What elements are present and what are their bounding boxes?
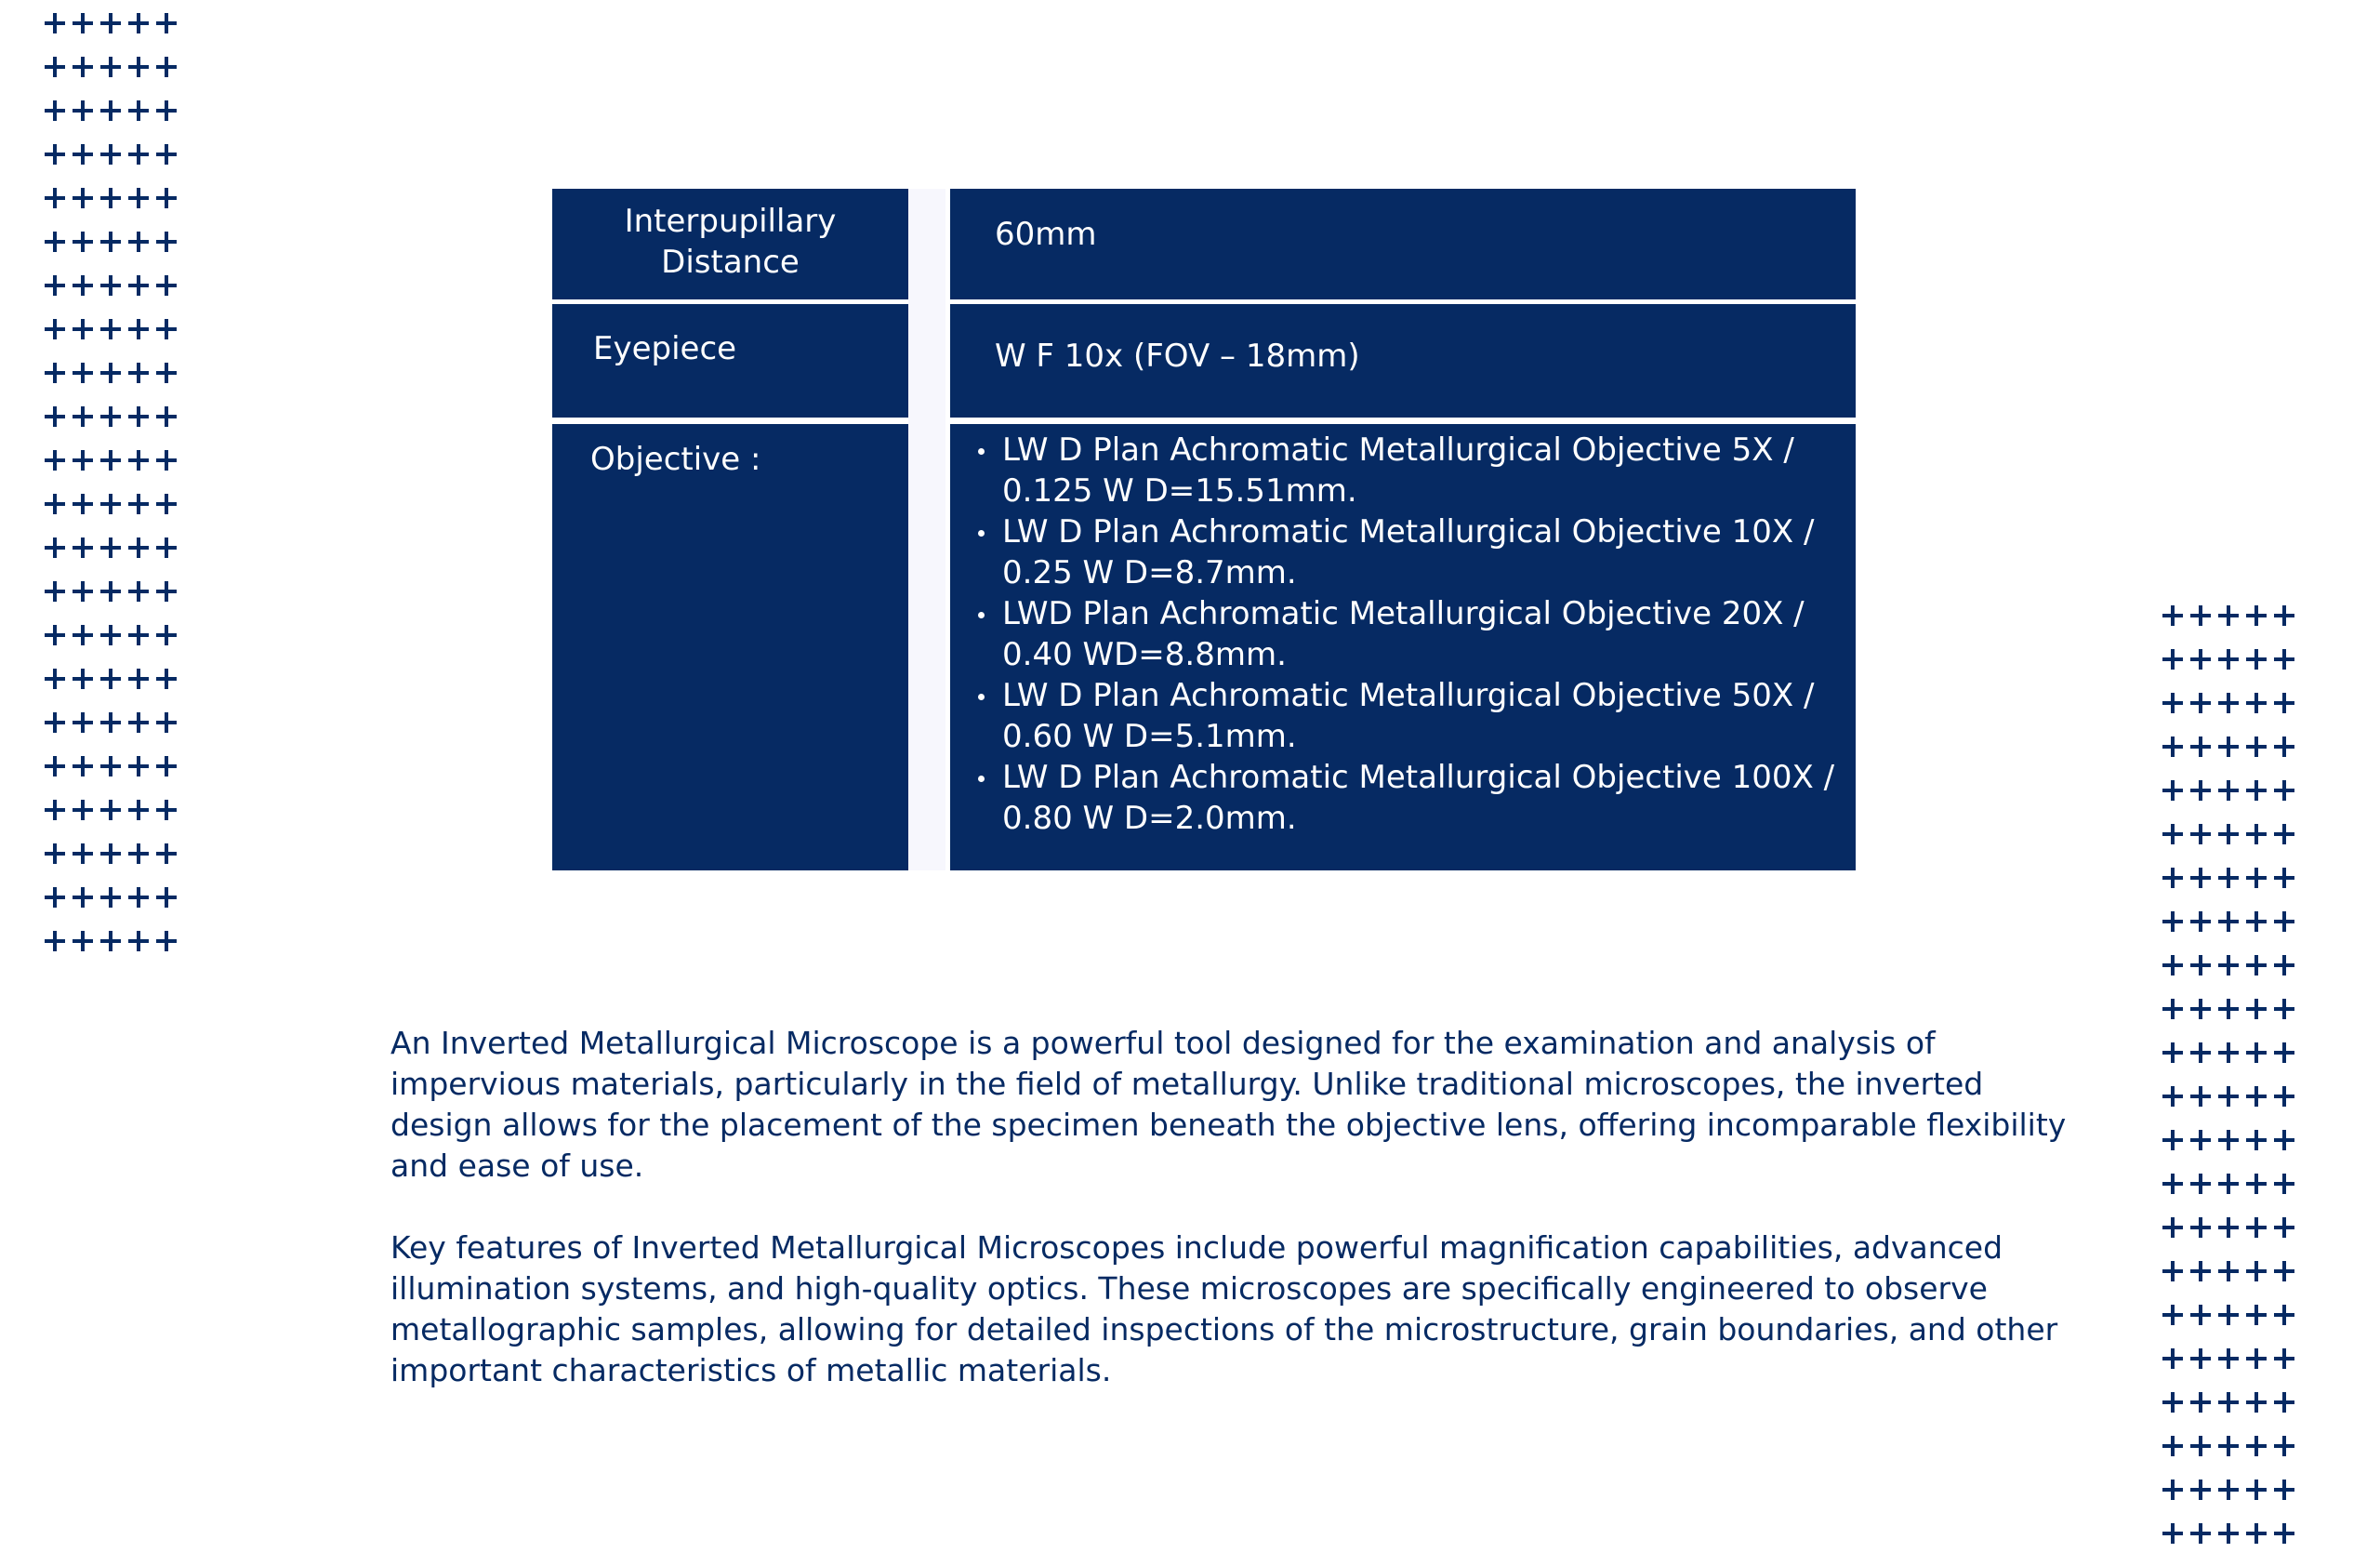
plus-icon — [73, 188, 93, 208]
plus-icon — [2218, 1130, 2239, 1150]
plus-icon — [156, 13, 177, 33]
plus-icon — [2218, 1174, 2239, 1194]
plus-icon — [45, 319, 65, 339]
plus-icon — [156, 450, 177, 471]
plus-icon — [45, 756, 65, 776]
plus-icon — [2246, 955, 2267, 975]
spec-value-text: W F 10x (FOV – 18mm) — [995, 338, 1360, 375]
plus-icon — [2246, 605, 2267, 626]
plus-icon — [73, 232, 93, 252]
spec-label-text: Interpupillary Distance — [624, 203, 837, 281]
plus-icon — [100, 275, 121, 296]
plus-icon — [45, 537, 65, 558]
plus-icon — [73, 625, 93, 645]
plus-icon — [156, 100, 177, 121]
plus-icon — [73, 887, 93, 908]
plus-icon — [156, 843, 177, 864]
plus-icon — [156, 931, 177, 951]
plus-icon — [2190, 1523, 2211, 1544]
plus-icon — [2190, 1086, 2211, 1107]
plus-icon — [73, 712, 93, 733]
plus-icon — [128, 450, 149, 471]
plus-icon — [2162, 649, 2183, 670]
plus-icon — [73, 494, 93, 514]
plus-icon — [2274, 868, 2294, 888]
plus-icon — [2162, 824, 2183, 844]
plus-icon — [45, 625, 65, 645]
plus-icon — [45, 275, 65, 296]
plus-icon — [73, 100, 93, 121]
plus-icon — [156, 494, 177, 514]
plus-icon — [2218, 780, 2239, 801]
plus-icon — [128, 406, 149, 427]
plus-icon — [2218, 605, 2239, 626]
plus-icon — [73, 319, 93, 339]
plus-icon — [2190, 868, 2211, 888]
plus-icon — [128, 887, 149, 908]
plus-icon — [128, 669, 149, 689]
plus-icon — [100, 625, 121, 645]
plus-icon — [128, 581, 149, 602]
plus-icon — [100, 13, 121, 33]
plus-icon — [2218, 693, 2239, 713]
plus-icon — [2246, 1042, 2267, 1063]
plus-icon — [2162, 737, 2183, 757]
plus-icon — [73, 363, 93, 383]
plus-icon — [45, 188, 65, 208]
plus-icon — [2190, 605, 2211, 626]
plus-icon — [45, 144, 65, 165]
plus-icon — [2162, 1305, 2183, 1325]
plus-icon — [2218, 955, 2239, 975]
objective-list — [972, 430, 1856, 839]
plus-icon — [100, 494, 121, 514]
plus-icon — [45, 494, 65, 514]
plus-icon — [2162, 955, 2183, 975]
list-item: LW D Plan Achromatic Metallurgical Objective 50X / 0.60 W D=5.1mm. — [972, 675, 1856, 757]
plus-icon — [128, 100, 149, 121]
spec-label-text: Objective : — [590, 441, 761, 478]
plus-icon — [2190, 1130, 2211, 1150]
plus-icon — [156, 800, 177, 820]
plus-icon — [73, 13, 93, 33]
plus-icon — [45, 406, 65, 427]
plus-icon — [2274, 1086, 2294, 1107]
plus-icon — [2218, 1392, 2239, 1413]
plus-icon — [2274, 1436, 2294, 1456]
spec-value-eyepiece — [950, 304, 1856, 418]
plus-icon — [2190, 1305, 2211, 1325]
plus-icon — [2246, 824, 2267, 844]
list-item: LW D Plan Achromatic Metallurgical Objective 10X / 0.25 W D=8.7mm. — [972, 511, 1856, 593]
spec-label-text: Eyepiece — [593, 330, 737, 367]
plus-icon — [2190, 780, 2211, 801]
plus-icon — [73, 57, 93, 77]
plus-icon — [2190, 824, 2211, 844]
plus-icon — [156, 319, 177, 339]
plus-icon — [2218, 737, 2239, 757]
list-item: LW D Plan Achromatic Metallurgical Objective 5X / 0.125 W D=15.51mm. — [972, 430, 1856, 511]
plus-icon — [100, 756, 121, 776]
plus-icon — [128, 712, 149, 733]
plus-icon — [73, 275, 93, 296]
plus-icon — [156, 712, 177, 733]
plus-icon — [2162, 605, 2183, 626]
plus-icon — [156, 363, 177, 383]
plus-icon — [73, 843, 93, 864]
table-divider — [908, 189, 945, 870]
plus-icon — [2162, 1392, 2183, 1413]
plus-icon — [2274, 824, 2294, 844]
plus-icon — [2190, 1480, 2211, 1500]
spec-label-interpupillary — [552, 189, 908, 299]
plus-icon — [100, 581, 121, 602]
plus-icon — [73, 450, 93, 471]
plus-icon — [2218, 824, 2239, 844]
plus-icon — [73, 800, 93, 820]
plus-icon — [2218, 911, 2239, 932]
plus-icon — [45, 13, 65, 33]
plus-icon — [2190, 1042, 2211, 1063]
plus-icon — [2162, 693, 2183, 713]
plus-icon — [100, 363, 121, 383]
plus-icon — [2246, 1436, 2267, 1456]
plus-icon — [100, 406, 121, 427]
plus-icon — [2246, 1305, 2267, 1325]
plus-icon — [2274, 1042, 2294, 1063]
plus-icon — [100, 843, 121, 864]
plus-icon — [2274, 1392, 2294, 1413]
plus-icon — [128, 319, 149, 339]
plus-icon — [2274, 999, 2294, 1019]
plus-icon — [2218, 1348, 2239, 1369]
plus-icon — [2274, 649, 2294, 670]
plus-icon — [45, 363, 65, 383]
plus-icon — [128, 57, 149, 77]
plus-icon — [2274, 737, 2294, 757]
plus-icon — [2190, 1261, 2211, 1281]
plus-icon — [73, 669, 93, 689]
plus-icon — [45, 887, 65, 908]
plus-icon — [156, 188, 177, 208]
plus-icon — [156, 275, 177, 296]
plus-icon — [45, 581, 65, 602]
plus-icon — [2162, 868, 2183, 888]
plus-icon — [2162, 1523, 2183, 1544]
plus-icon — [156, 406, 177, 427]
plus-icon — [2218, 1086, 2239, 1107]
plus-icon — [100, 931, 121, 951]
plus-icon — [2246, 999, 2267, 1019]
plus-icon — [128, 537, 149, 558]
plus-icon — [128, 800, 149, 820]
plus-icon — [2190, 649, 2211, 670]
plus-icon — [2218, 1261, 2239, 1281]
plus-icon — [2218, 649, 2239, 670]
plus-icon — [156, 57, 177, 77]
plus-icon — [2246, 737, 2267, 757]
plus-icon — [2274, 1523, 2294, 1544]
plus-icon — [2162, 999, 2183, 1019]
plus-icon — [2190, 1348, 2211, 1369]
description-paragraph: An Inverted Metallurgical Microscope is a powerful tool designed for the examination and analysis of impervious materials, particularly in the field of metallurgy. Unlike traditional microscopes, the inverted design allows for the placement of the specimen beneath the objective lens, offering incomparable flexibility and ease of use. — [390, 1025, 2067, 1184]
plus-icon — [2246, 1130, 2267, 1150]
plus-icon — [2274, 1348, 2294, 1369]
plus-icon — [45, 232, 65, 252]
plus-icon — [2246, 1174, 2267, 1194]
plus-icon — [2246, 1261, 2267, 1281]
plus-icon — [45, 712, 65, 733]
plus-icon — [2162, 1436, 2183, 1456]
plus-icon — [2274, 1130, 2294, 1150]
plus-icon — [128, 494, 149, 514]
plus-icon — [45, 843, 65, 864]
plus-icon — [2218, 868, 2239, 888]
plus-icon — [156, 232, 177, 252]
plus-icon — [2218, 999, 2239, 1019]
plus-icon — [2274, 693, 2294, 713]
plus-icon — [2274, 1261, 2294, 1281]
plus-icon — [128, 843, 149, 864]
plus-icon — [128, 144, 149, 165]
plus-icon — [100, 100, 121, 121]
plus-icon — [45, 57, 65, 77]
plus-icon — [100, 57, 121, 77]
plus-icon — [156, 537, 177, 558]
plus-icon — [2162, 1130, 2183, 1150]
plus-icon — [100, 450, 121, 471]
description-paragraph: Key features of Inverted Metallurgical Microscopes include powerful magnification capabilities, advanced illumination systems, and high-quality optics. These microscopes are specifically engineered to observe metallographic samples, allowing for detailed inspections of the microstructure, grain boundaries, and other important characteristics of metallic materials. — [390, 1229, 2058, 1388]
plus-icon — [2274, 605, 2294, 626]
plus-icon — [2218, 1436, 2239, 1456]
plus-icon — [2218, 1042, 2239, 1063]
plus-icon — [128, 625, 149, 645]
description-text — [390, 1023, 2082, 1432]
plus-icon — [156, 756, 177, 776]
plus-icon — [2246, 649, 2267, 670]
plus-icon — [128, 756, 149, 776]
spec-label-eyepiece — [552, 304, 908, 418]
plus-icon — [2162, 1174, 2183, 1194]
spec-value-interpupillary — [950, 189, 1856, 299]
plus-icon — [100, 232, 121, 252]
plus-icon — [2162, 1348, 2183, 1369]
plus-icon — [45, 100, 65, 121]
plus-icon — [128, 188, 149, 208]
plus-icon — [100, 537, 121, 558]
plus-icon — [2274, 780, 2294, 801]
plus-icon — [156, 887, 177, 908]
plus-icon — [2190, 955, 2211, 975]
plus-icon — [2162, 1480, 2183, 1500]
plus-icon — [2246, 1086, 2267, 1107]
plus-icon — [2246, 1523, 2267, 1544]
plus-icon — [2162, 1217, 2183, 1238]
plus-icon — [73, 144, 93, 165]
plus-icon — [2246, 1348, 2267, 1369]
plus-icon — [2162, 1042, 2183, 1063]
plus-icon — [2246, 868, 2267, 888]
plus-icon — [128, 931, 149, 951]
plus-icon — [156, 581, 177, 602]
plus-icon — [100, 144, 121, 165]
plus-icon — [2190, 1174, 2211, 1194]
spec-value-objective — [950, 424, 1856, 870]
plus-icon — [156, 625, 177, 645]
plus-icon — [2246, 780, 2267, 801]
plus-icon — [2190, 737, 2211, 757]
plus-icon — [73, 581, 93, 602]
plus-icon — [2218, 1480, 2239, 1500]
plus-icon — [100, 319, 121, 339]
plus-icon — [2218, 1523, 2239, 1544]
plus-icon — [73, 537, 93, 558]
plus-icon — [73, 931, 93, 951]
plus-icon — [2246, 1392, 2267, 1413]
spec-table — [552, 189, 1856, 870]
plus-icon — [100, 800, 121, 820]
list-item: LWD Plan Achromatic Metallurgical Objective 20X / 0.40 WD=8.8mm. — [972, 593, 1856, 675]
plus-icon — [2190, 1217, 2211, 1238]
plus-icon — [2274, 1480, 2294, 1500]
plus-icon — [2246, 693, 2267, 713]
plus-icon — [2190, 999, 2211, 1019]
plus-icon — [2246, 1480, 2267, 1500]
plus-icon — [45, 669, 65, 689]
plus-icon — [2274, 1217, 2294, 1238]
plus-icon — [100, 188, 121, 208]
plus-icon — [2218, 1217, 2239, 1238]
plus-icon — [100, 887, 121, 908]
plus-icon — [128, 363, 149, 383]
plus-icon — [2274, 955, 2294, 975]
plus-icon — [2190, 911, 2211, 932]
plus-icon — [2274, 1305, 2294, 1325]
plus-icon — [2162, 1086, 2183, 1107]
plus-icon — [2246, 1217, 2267, 1238]
plus-icon — [100, 712, 121, 733]
plus-icon — [2162, 1261, 2183, 1281]
plus-icon — [2274, 1174, 2294, 1194]
plus-icon — [128, 232, 149, 252]
plus-icon — [128, 13, 149, 33]
plus-icon — [2190, 693, 2211, 713]
plus-icon — [156, 144, 177, 165]
plus-icon — [2246, 911, 2267, 932]
list-item: LW D Plan Achromatic Metallurgical Objective 100X / 0.80 W D=2.0mm. — [972, 757, 1856, 839]
plus-icon — [2162, 780, 2183, 801]
plus-icon — [73, 406, 93, 427]
plus-icon — [45, 450, 65, 471]
plus-icon — [100, 669, 121, 689]
plus-icon — [2190, 1392, 2211, 1413]
plus-icon — [2162, 911, 2183, 932]
spec-label-objective — [552, 424, 908, 870]
plus-icon — [156, 669, 177, 689]
plus-icon — [45, 800, 65, 820]
plus-icon — [2274, 911, 2294, 932]
plus-icon — [2218, 1305, 2239, 1325]
plus-icon — [73, 756, 93, 776]
spec-value-text: 60mm — [995, 216, 1097, 253]
plus-icon — [45, 931, 65, 951]
plus-icon — [2190, 1436, 2211, 1456]
plus-icon — [128, 275, 149, 296]
